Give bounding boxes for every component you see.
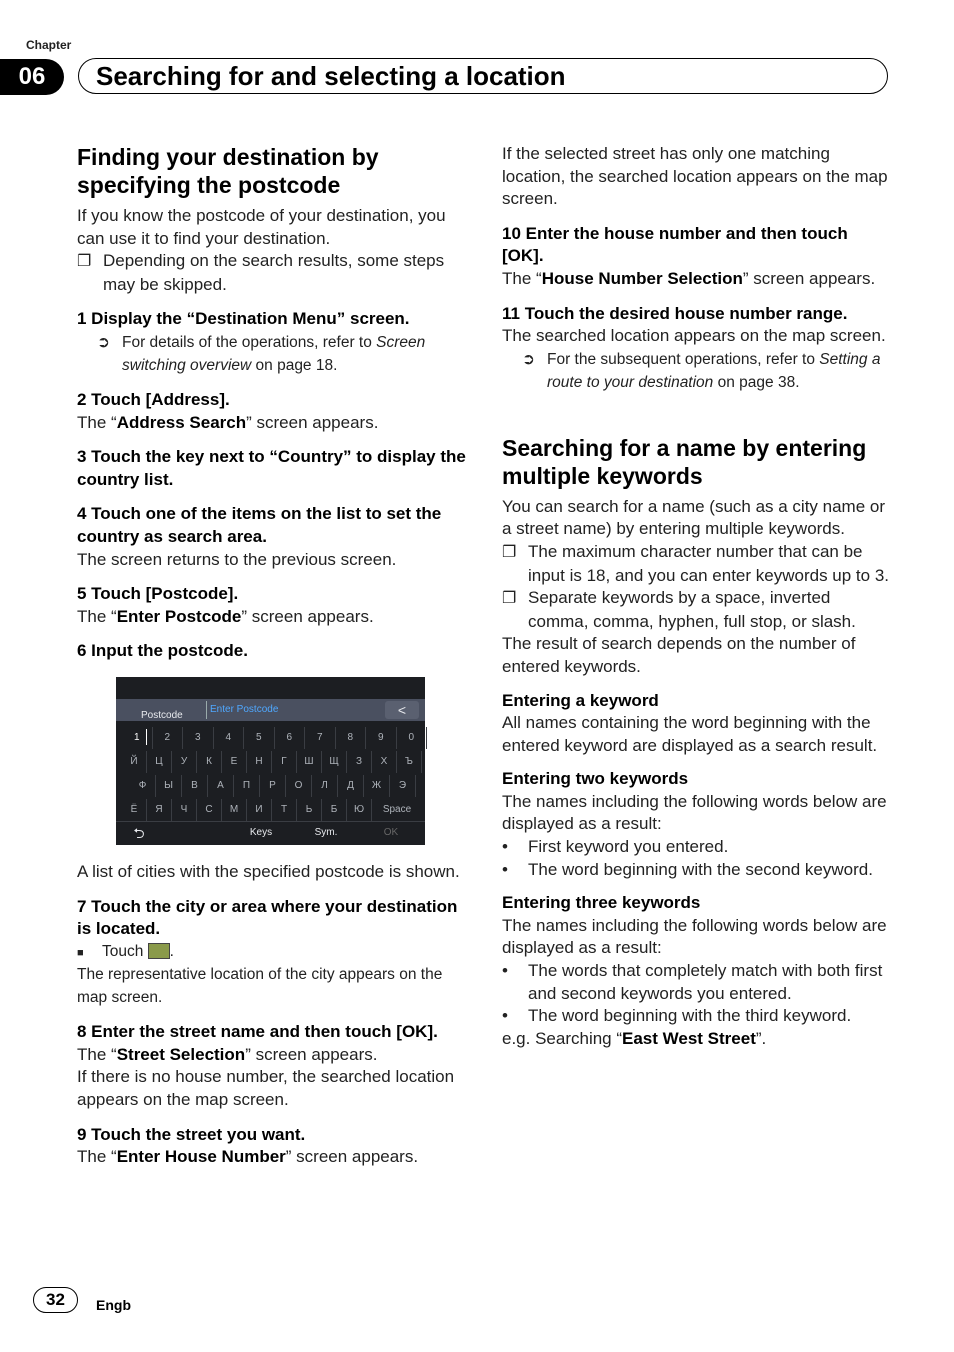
keyboard-key[interactable]: Ь (297, 799, 322, 821)
list-item: • The word beginning with the third keyword. (502, 1005, 892, 1028)
step-10-body: The “House Number Selection” screen appears. (502, 268, 876, 288)
step-8-body: The “Street Selection” screen appears. (77, 1044, 378, 1064)
chapter-title: Searching for and selecting a location (96, 61, 566, 91)
keyboard-key[interactable]: Л (312, 775, 338, 797)
note-item: ❐ Separate keywords by a space, inverted comma, comma, hyphen, full stop, or slash. (502, 588, 856, 631)
step-6: 6 Input the postcode. (77, 641, 248, 661)
keyboard-key[interactable]: 1 (122, 727, 153, 749)
keyboard-key[interactable]: Б (322, 799, 347, 821)
keyboard-key[interactable]: У (172, 751, 197, 773)
keyboard-key[interactable]: Ч (172, 799, 197, 821)
keyboard-key[interactable]: 9 (366, 727, 397, 749)
keyboard-key[interactable]: Т (272, 799, 297, 821)
reference-note: ➲ For details of the operations, refer to Screen switching overview on page 18. (77, 331, 467, 377)
postcode-input[interactable]: Enter Postcode (206, 701, 381, 719)
step-9-body: The “Enter House Number” screen appears. (77, 1147, 419, 1167)
step-11-body: The searched location appears on the map screen. (502, 326, 886, 346)
space-key[interactable]: Space (382, 803, 412, 815)
reference-note: ➲ For the subsequent operations, refer to Setting a route to your destination on page 38. (502, 348, 892, 394)
keyboard-key[interactable]: 8 (336, 727, 367, 749)
keyboard-key[interactable]: 2 (153, 727, 184, 749)
keyboard-key[interactable]: А (208, 775, 234, 797)
step-9: 9 Touch the street you want. (77, 1124, 306, 1144)
touch-instruction: ■ Touch . (77, 941, 467, 965)
keyboard-key[interactable]: Д (338, 775, 364, 797)
intro-text: If you know the postcode of your destination, you can use it to find your destination. (77, 206, 446, 248)
keyboard-key[interactable]: Ц (147, 751, 172, 773)
list-item: • The word beginning with the second keyword. (502, 859, 892, 882)
step-3: 3 Touch the key next to “Country” to display the country list. (77, 447, 466, 489)
keyboard-key[interactable]: 5 (244, 727, 275, 749)
keyboard-key[interactable]: 0 (397, 727, 428, 749)
chapter-label: Chapter (26, 38, 72, 52)
keyboard-key[interactable]: Ё (122, 799, 147, 821)
keywords-intro: You can search for a name (such as a city name or a street name) by entering multiple keywords. (502, 496, 886, 539)
keyboard-key[interactable]: Ъ (397, 751, 422, 773)
keyboard-key[interactable]: Р (260, 775, 286, 797)
step-8: 8 Enter the street name and then touch [OK]. (77, 1022, 438, 1042)
keyboard-key[interactable]: Е (222, 751, 247, 773)
note-item: ❐ Depending on the search results, some steps may be skipped. (77, 251, 445, 294)
checkbox-bullet-icon: ❐ (502, 590, 517, 608)
language-code: Engb (96, 1297, 131, 1313)
keyboard-key[interactable]: Х (372, 751, 397, 773)
single-match-text: If the selected street has only one matching location, the searched location appears on the map screen. (502, 144, 888, 209)
step-5: 5 Touch [Postcode]. (77, 584, 239, 604)
keys-button[interactable]: Keys (249, 826, 273, 838)
keyboard-key[interactable]: Ф (130, 775, 156, 797)
keyboard-key[interactable]: З (347, 751, 372, 773)
chapter-number: 06 (0, 59, 64, 95)
keyboard-key[interactable]: И (247, 799, 272, 821)
keyboard-key[interactable]: Г (272, 751, 297, 773)
keyboard-key[interactable]: Ю (347, 799, 372, 821)
subheading-three-keywords: Entering three keywords (502, 893, 701, 913)
bullet-icon: • (502, 961, 508, 981)
step-2: 2 Touch [Address]. (77, 389, 230, 409)
one-keyword-body: All names containing the word beginning with the entered keyword are displayed as a search result. (502, 713, 878, 755)
step-5-body: The “Enter Postcode” screen appears. (77, 606, 374, 626)
keyboard-key[interactable]: Н (247, 751, 272, 773)
square-bullet-icon: ■ (77, 946, 84, 959)
back-arrow-icon[interactable]: < (385, 701, 419, 719)
keyboard-key[interactable]: С (197, 799, 222, 821)
keyboard-key[interactable]: К (197, 751, 222, 773)
ok-button[interactable]: OK (383, 826, 399, 838)
keyboard-key[interactable]: Я (147, 799, 172, 821)
keyboard-key[interactable]: 6 (275, 727, 306, 749)
keyboard-key[interactable]: О (286, 775, 312, 797)
keyboard-key[interactable]: Й (122, 751, 147, 773)
postcode-keyboard-screenshot (116, 677, 425, 845)
after-image-text: A list of cities with the specified postcode is shown. (77, 861, 460, 881)
arrow-reference-icon: ➲ (97, 333, 110, 351)
postcode-label: Postcode (141, 709, 183, 721)
bullet-icon: • (502, 837, 508, 857)
step-4: 4 Touch one of the items on the list to set the country as search area. (77, 504, 442, 546)
map-icon (148, 943, 170, 959)
bullet-icon: • (502, 859, 508, 879)
checkbox-bullet-icon: ❐ (77, 253, 92, 271)
note-item: ❐ The maximum character number that can be input is 18, and you can enter keywords up to 3. (502, 541, 890, 585)
subheading-one-keyword: Entering a keyword (502, 690, 659, 710)
step-4-body: The screen returns to the previous screen. (77, 549, 397, 569)
step-7: 7 Touch the city or area where your destination is located. (77, 896, 458, 939)
two-keywords-body: The names including the following words below are displayed as a result: (502, 791, 887, 834)
step-2-body: The “Address Search” screen appears. (77, 412, 379, 432)
reference-link[interactable]: Setting a route to your destination (547, 350, 881, 391)
bullet-icon: • (502, 1006, 508, 1026)
result-text: The result of search depends on the number of entered keywords. (502, 634, 856, 676)
list-item: • First keyword you entered. (502, 836, 892, 859)
left-column (77, 143, 467, 1169)
step-1: 1 Display the “Destination Menu” screen. (77, 309, 410, 329)
sym-button[interactable]: Sym. (314, 826, 338, 838)
keyboard-key[interactable]: Ж (364, 775, 390, 797)
step-8-body-2: If there is no house number, the searched location appears on the map screen. (77, 1067, 455, 1110)
keyboard-key[interactable]: М (222, 799, 247, 821)
step-11: 11 Touch the desired house number range. (502, 303, 848, 323)
arrow-reference-icon: ➲ (522, 350, 535, 368)
step-10: 10 Enter the house number and then touch [OK]. (502, 223, 848, 266)
keyboard-key[interactable]: П (234, 775, 260, 797)
list-item: • The words that completely match with both first and second keywords you entered. (502, 961, 883, 1003)
step-7-body: The representative location of the city appears on the map screen. (77, 966, 443, 1006)
keyboard-key[interactable]: В (182, 775, 208, 797)
keyboard-key[interactable]: Ш (297, 751, 322, 773)
return-arrow-icon[interactable]: ⮌ (133, 824, 145, 841)
section-heading-keywords: Searching for a name by entering multiple keywords (502, 434, 867, 489)
subheading-two-keywords: Entering two keywords (502, 769, 689, 789)
keyboard-key[interactable]: Щ (322, 751, 347, 773)
example-text: e.g. Searching “East West Street”. (502, 1028, 767, 1048)
right-column (502, 143, 892, 1050)
keyboard-key[interactable]: Ы (156, 775, 182, 797)
section-heading-postcode: Finding your destination by specifying the postcode (77, 144, 379, 198)
reference-link[interactable]: Screen switching overview (122, 333, 426, 374)
keyboard-key[interactable]: 3 (183, 727, 214, 749)
keyboard-key[interactable]: Э (390, 775, 416, 797)
keyboard-key[interactable]: 7 (305, 727, 336, 749)
checkbox-bullet-icon: ❐ (502, 543, 517, 561)
three-keywords-body: The names including the following words below are displayed as a result: (502, 915, 887, 958)
page-number: 32 (33, 1287, 78, 1313)
keyboard-key[interactable]: 4 (214, 727, 245, 749)
